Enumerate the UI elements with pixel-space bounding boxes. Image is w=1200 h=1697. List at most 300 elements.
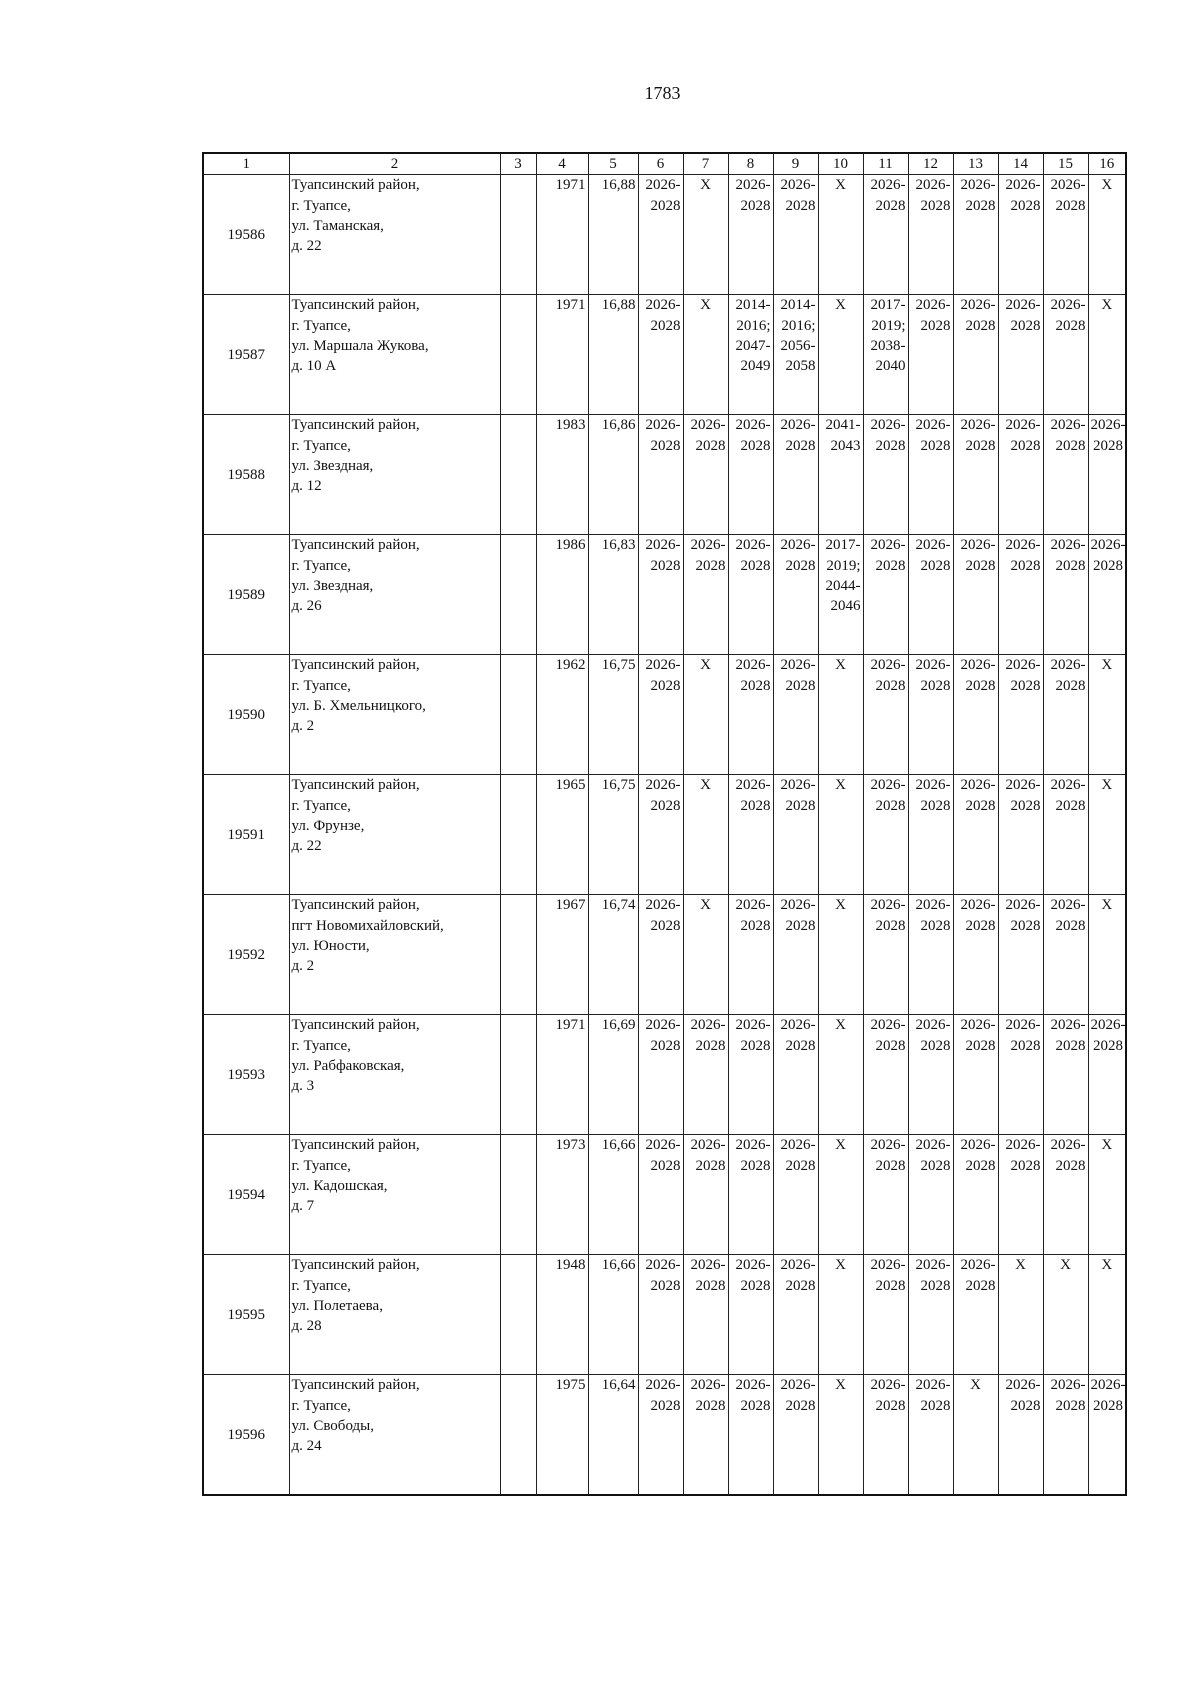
cell-line: X [1101,1257,1113,1274]
period-cell [863,1015,908,1135]
value-cell: 16,66 [588,1135,638,1255]
cell-line: 2028 [695,437,726,454]
column-number: 16 [1088,153,1126,175]
cell-line: д. 7 [291,1198,315,1214]
period-cell [953,1255,998,1375]
cell-line: д. 12 [291,478,322,494]
cell-line: 2028 [920,917,951,934]
empty-cell [500,1375,536,1496]
cell-line: 2026- [690,1377,726,1394]
cell-line: 2028 [650,677,681,694]
column-number: 1 [203,153,289,175]
period-cell [728,1255,773,1375]
register-table [202,152,1127,1496]
period-cell [1088,1255,1126,1375]
cell-line: Туапсинский район, [291,777,420,794]
table-row [203,895,1126,1015]
cell-line: 2026- [960,777,996,794]
cell-line: 2026- [690,1017,726,1034]
cell-line: 2026- [735,657,771,674]
period-cell [1043,175,1088,295]
period-cell [773,1015,818,1135]
cell-line: 2026- [690,1137,726,1154]
period-cell [773,655,818,775]
cell-line: Туапсинский район, [291,1137,420,1154]
period-cell [908,1255,953,1375]
cell-line: 2028 [920,1157,951,1174]
cell-line: д. 24 [291,1438,322,1454]
cell-line: г. Туапсе, [291,437,351,454]
cell-line: 2028 [920,797,951,814]
column-number: 10 [818,153,863,175]
table-row [203,1135,1126,1255]
column-number: 6 [638,153,683,175]
period-cell [638,535,683,655]
cell-line: 2026- [1050,1137,1086,1154]
period-cell [1043,1015,1088,1135]
period-cell [1088,1375,1126,1496]
period-cell [728,295,773,415]
period-cell [1043,295,1088,415]
cell-line: ул. Звездная, [291,577,374,594]
cell-line: 2026- [1005,417,1041,434]
cell-line: 2026- [645,777,681,794]
period-cell [953,295,998,415]
cell-line: д. 2 [291,958,315,974]
empty-cell [500,295,536,415]
cell-line: 2028 [1010,1397,1041,1414]
cell-line: X [835,1257,846,1274]
address-cell [289,895,500,1015]
cell-line: X [1101,297,1113,314]
period-cell [773,895,818,1015]
period-cell [1043,1135,1088,1255]
cell-line: 2028 [1055,677,1086,694]
cell-line: 2026- [780,417,816,434]
cell-line: 2026- [735,777,771,794]
cell-line: 2028 [875,437,906,454]
value-cell: 16,88 [588,295,638,415]
cell-line: 2028 [785,677,816,694]
cell-line: 2028 [920,557,951,574]
year-cell: 1971 [536,1015,588,1135]
cell-line: X [1101,777,1113,794]
period-cell [908,655,953,775]
period-cell [773,295,818,415]
cell-line: 2026- [1050,417,1086,434]
cell-line: X [700,177,711,194]
value-cell: 16,75 [588,775,638,895]
cell-line: 2028 [740,917,771,934]
period-cell [638,1135,683,1255]
cell-line: 2028 [1093,437,1123,454]
cell-line: 2028 [1055,197,1086,214]
period-cell [863,1135,908,1255]
cell-line: 2026- [1050,657,1086,674]
cell-line: 2017- [870,297,906,314]
period-cell [998,1255,1043,1375]
cell-line: пгт Новомихайловский, [291,917,444,934]
cell-line: 2026- [1090,1377,1126,1394]
period-cell [998,175,1043,295]
cell-line: 2028 [1010,677,1041,694]
period-cell [818,1135,863,1255]
row-id: 19595 [203,1255,289,1375]
cell-line: 2026- [1005,897,1041,914]
period-cell [1043,775,1088,895]
cell-line: 2028 [785,437,816,454]
cell-line: 2028 [965,557,996,574]
cell-line: 2028 [650,917,681,934]
period-cell [1043,415,1088,535]
cell-line: 2028 [740,1157,771,1174]
period-cell [683,295,728,415]
cell-line: 2028 [785,917,816,934]
column-number: 2 [289,153,500,175]
period-cell [998,535,1043,655]
cell-line: 2026- [960,1137,996,1154]
cell-line: 2026- [735,417,771,434]
cell-line: 2026- [870,897,906,914]
address-cell [289,655,500,775]
cell-line: ул. Звездная, [291,457,374,474]
cell-line: 2044- [825,577,861,594]
cell-line: 2056- [780,337,816,354]
column-number: 3 [500,153,536,175]
cell-line: 2028 [740,557,771,574]
period-cell [998,1135,1043,1255]
cell-line: 2026- [870,1017,906,1034]
column-number: 11 [863,153,908,175]
table-row [203,415,1126,535]
page-number: 1783 [644,83,681,103]
cell-line: 2028 [785,197,816,214]
cell-line: X [835,1377,846,1394]
cell-line: ул. Кадошская, [291,1177,388,1194]
cell-line: 2026- [645,657,681,674]
cell-line: г. Туапсе, [291,1157,351,1174]
period-cell [908,775,953,895]
cell-line: 2028 [1093,1037,1123,1054]
cell-line: Туапсинский район, [291,297,420,314]
cell-line: 2028 [695,1277,726,1294]
period-cell [1088,1015,1126,1135]
period-cell [908,1375,953,1496]
cell-line: 2028 [1010,1037,1041,1054]
cell-line: ул. Свободы, [291,1417,374,1434]
period-cell [1043,535,1088,655]
period-cell [683,415,728,535]
period-cell [1088,535,1126,655]
table-row [203,775,1126,895]
cell-line: Туапсинский район, [291,537,420,554]
period-cell [998,415,1043,535]
cell-line: 2026- [735,897,771,914]
period-cell [638,775,683,895]
period-cell [953,1015,998,1135]
cell-line: ул. Юности, [291,937,370,954]
address-cell [289,1015,500,1135]
table-row [203,1375,1126,1496]
period-cell [773,535,818,655]
address-cell [289,415,500,535]
value-cell: 16,86 [588,415,638,535]
cell-line: д. 3 [291,1078,315,1094]
address-cell [289,175,500,295]
cell-line: X [835,657,846,674]
value-cell: 16,88 [588,175,638,295]
cell-line: 2026- [1005,537,1041,554]
value-cell: 16,83 [588,535,638,655]
cell-line: 2026- [915,1377,951,1394]
cell-line: 2028 [650,1277,681,1294]
cell-line: 2028 [875,917,906,934]
cell-line: 2028 [965,197,996,214]
period-cell [818,775,863,895]
cell-line: 2028 [785,1157,816,1174]
cell-line: 2047- [735,337,771,354]
cell-line: г. Туапсе, [291,557,351,574]
cell-line: г. Туапсе, [291,317,351,334]
period-cell [818,1015,863,1135]
cell-line: 2028 [650,197,681,214]
cell-line: 2026- [1005,777,1041,794]
period-cell [863,775,908,895]
period-cell [818,895,863,1015]
cell-line: 2028 [1055,917,1086,934]
period-cell [1043,895,1088,1015]
cell-line: 2028 [695,1397,726,1414]
column-number: 5 [588,153,638,175]
cell-line: 2026- [645,417,681,434]
cell-line: 2028 [695,557,726,574]
cell-line: ул. Полетаева, [291,1297,383,1314]
cell-line: 2026- [735,1377,771,1394]
cell-line: д. 22 [291,838,322,854]
cell-line: X [835,1137,846,1154]
period-cell [728,1375,773,1496]
cell-line: г. Туапсе, [291,1277,351,1294]
table-row [203,1255,1126,1375]
table-row [203,1015,1126,1135]
cell-line: ул. Маршала Жукова, [291,337,429,354]
cell-line: 2026- [1005,1137,1041,1154]
table-row [203,175,1126,295]
cell-line: 2016; [781,317,816,334]
column-number: 7 [683,153,728,175]
cell-line: 2026- [645,297,681,314]
cell-line: 2028 [965,1157,996,1174]
value-cell: 16,75 [588,655,638,775]
cell-line: 2026- [1050,1017,1086,1034]
period-cell [818,535,863,655]
empty-cell [500,1255,536,1375]
empty-cell [500,895,536,1015]
cell-line: 2028 [1055,437,1086,454]
cell-line: X [1101,657,1113,674]
cell-line: Туапсинский район, [291,1017,420,1034]
cell-line: 2028 [650,1157,681,1174]
cell-line: 2028 [1010,197,1041,214]
cell-line: д. 26 [291,598,322,614]
cell-line: ул. Рабфаковская, [291,1057,405,1074]
period-cell [863,655,908,775]
cell-line: 2028 [695,1037,726,1054]
cell-line: 2028 [1055,317,1086,334]
cell-line: 2028 [965,1037,996,1054]
value-cell: 16,66 [588,1255,638,1375]
year-cell: 1986 [536,535,588,655]
period-cell [863,895,908,1015]
cell-line: г. Туапсе, [291,677,351,694]
cell-line: 2028 [650,437,681,454]
value-cell: 16,69 [588,1015,638,1135]
column-number: 15 [1043,153,1088,175]
cell-line: 2026- [735,177,771,194]
cell-line: 2014- [735,297,771,314]
cell-line: 2026- [735,1257,771,1274]
cell-line: X [970,1377,981,1394]
cell-line: 2026- [645,1137,681,1154]
row-id: 19589 [203,535,289,655]
period-cell [908,535,953,655]
cell-line: X [835,897,846,914]
cell-line: X [835,1017,846,1034]
year-cell: 1973 [536,1135,588,1255]
empty-cell [500,1135,536,1255]
cell-line: 2028 [1010,317,1041,334]
period-cell [683,775,728,895]
column-number: 13 [953,153,998,175]
cell-line: X [835,777,846,794]
period-cell [683,1255,728,1375]
cell-line: 2028 [965,437,996,454]
year-cell: 1948 [536,1255,588,1375]
period-cell [908,415,953,535]
cell-line: 2026- [915,417,951,434]
cell-line: X [835,297,846,314]
cell-line: 2028 [1055,1157,1086,1174]
cell-line: 2026- [870,657,906,674]
row-id: 19592 [203,895,289,1015]
cell-line: 2026- [1050,1377,1086,1394]
cell-line: 2026- [1050,177,1086,194]
cell-line: 2028 [650,797,681,814]
column-number: 9 [773,153,818,175]
period-cell [773,1255,818,1375]
empty-cell [500,415,536,535]
cell-line: 2026- [915,297,951,314]
period-cell [953,175,998,295]
column-number: 12 [908,153,953,175]
empty-cell [500,175,536,295]
cell-line: 2026- [645,177,681,194]
cell-line: 2028 [920,1397,951,1414]
year-cell: 1971 [536,175,588,295]
year-cell: 1983 [536,415,588,535]
cell-line: 2028 [740,1397,771,1414]
period-cell [728,415,773,535]
row-id: 19588 [203,415,289,535]
period-cell [638,895,683,1015]
cell-line: 2026- [780,1137,816,1154]
cell-line: 2026- [960,1017,996,1034]
cell-line: Туапсинский район, [291,177,420,194]
cell-line: 2028 [920,437,951,454]
value-cell: 16,64 [588,1375,638,1496]
period-cell [683,1135,728,1255]
cell-line: д. 10 А [291,358,337,374]
cell-line: X [700,657,711,674]
cell-line: г. Туапсе, [291,1037,351,1054]
cell-line: 2028 [740,1037,771,1054]
period-cell [1088,775,1126,895]
cell-line: X [700,297,711,314]
period-cell [1043,655,1088,775]
period-cell [818,1255,863,1375]
cell-line: 2026- [1005,1017,1041,1034]
cell-line: 2026- [1005,657,1041,674]
cell-line: 2026- [1005,1377,1041,1394]
year-cell: 1975 [536,1375,588,1496]
cell-line: 2026- [870,1377,906,1394]
cell-line: 2026- [780,177,816,194]
column-number: 4 [536,153,588,175]
cell-line: 2026- [870,777,906,794]
period-cell [818,1375,863,1496]
cell-line: 2058 [785,358,816,374]
cell-line: 2026- [915,1257,951,1274]
cell-line: г. Туапсе, [291,797,351,814]
row-id: 19591 [203,775,289,895]
period-cell [773,175,818,295]
cell-line: 2038- [870,337,906,354]
address-cell [289,775,500,895]
period-cell [998,1375,1043,1496]
period-cell [863,415,908,535]
period-cell [953,535,998,655]
cell-line: д. 22 [291,238,322,254]
column-number: 14 [998,153,1043,175]
cell-line: 2026- [960,297,996,314]
period-cell [863,175,908,295]
period-cell [998,295,1043,415]
period-cell [1043,1255,1088,1375]
cell-line: X [1015,1257,1026,1274]
cell-line: 2028 [1010,917,1041,934]
cell-line: 2026- [870,537,906,554]
cell-line: 2026- [915,657,951,674]
cell-line: X [1101,177,1113,194]
cell-line: г. Туапсе, [291,197,351,214]
period-cell [998,1015,1043,1135]
cell-line: 2028 [875,797,906,814]
period-cell [863,295,908,415]
cell-line: 2040 [875,358,906,374]
period-cell [1088,415,1126,535]
period-cell [728,655,773,775]
address-cell [289,1135,500,1255]
cell-line: 2028 [965,1277,996,1294]
cell-line: 2028 [740,1277,771,1294]
cell-line: X [1101,1137,1113,1154]
row-id: 19593 [203,1015,289,1135]
period-cell [908,295,953,415]
year-cell: 1965 [536,775,588,895]
period-cell [953,895,998,1015]
cell-line: 2026- [1005,297,1041,314]
cell-line: 2028 [740,797,771,814]
